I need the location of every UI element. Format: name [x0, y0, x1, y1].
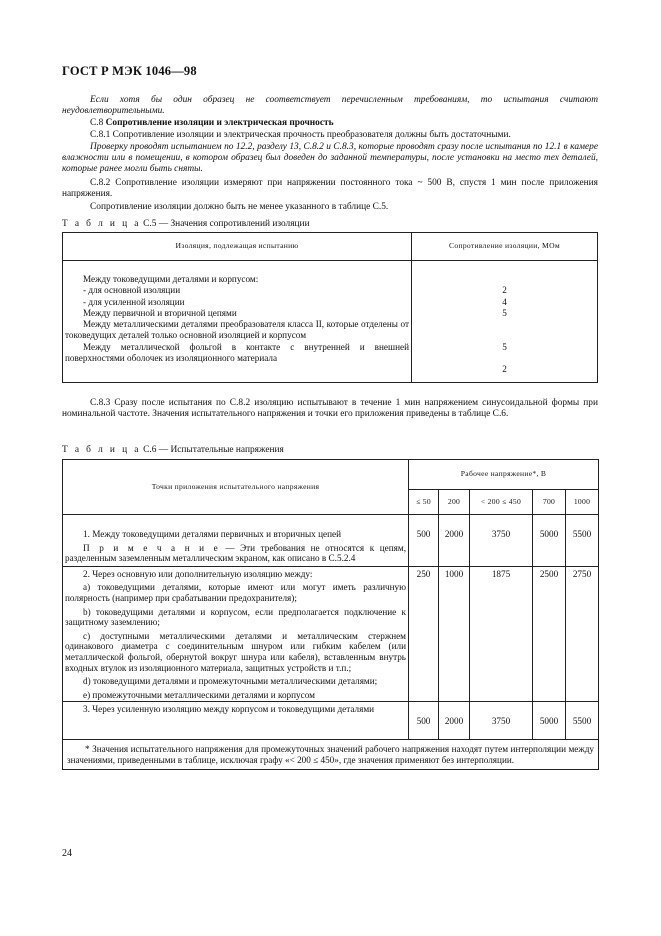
- table-cell: 5500: [566, 702, 599, 740]
- list-item: а) токоведущими деталями, которые имеют или могут иметь различную полярность (например при срабатывании предохранителя);: [65, 582, 406, 603]
- table-c6: [62, 459, 599, 770]
- table-c5-labels: [63, 261, 412, 383]
- table-cell: 500: [409, 515, 439, 567]
- table-c6-head-left: Точки приложения испытательного напряжения: [63, 460, 409, 515]
- note-label: П р и м е ч а н и е: [83, 542, 220, 553]
- table-cell: 2000: [439, 515, 470, 567]
- table-row: Между токоведущими деталями и корпусом:: [83, 274, 259, 284]
- table-row: - для основной изоляции: [83, 285, 181, 296]
- list-item: b) токоведущими деталями и корпусом, если предполагается подключение к защитному заземлению;: [65, 606, 406, 628]
- clause-c83: С.8.3 Сразу после испытания по С.8.2 изоляцию испытывают в течение 1 мин напряжением синусоидальной формы при номинальной частоте. Значения испытательного напряжения и точки его приложения приведены в таблице С.6.: [62, 398, 598, 420]
- table-c5-caption-text: С.5 — Значения сопротивлений изоляции: [143, 219, 310, 229]
- section-c8-title: Сопротивление изоляции и электрическая прочность: [105, 118, 334, 128]
- table-row: Между металлической фольгой в контакте с внутренней и внешней поверхностями оболочек из изоляционного материала: [65, 341, 409, 364]
- table-c5-caption: [62, 219, 310, 229]
- table-c6-col-5: 1000: [566, 490, 599, 515]
- intro-paragraph: Если хотя бы один образец не соответствует перечисленным требованиям, то испытания считают неудовлетворительными.: [62, 95, 598, 117]
- footnote-text: * Значения испытательного напряжения для промежуточных значений рабочего напряжения находят путем интерполяции между значениями, приведенными в таблице, исключая графу «< 200 ≤ 450», где значения применяют без интерполяции.: [67, 744, 595, 765]
- table-cell: 5: [502, 307, 507, 318]
- list-item: е) промежуточными металлическими деталями и корпусом: [83, 689, 315, 700]
- table-c5-values: [412, 261, 598, 383]
- table-cell: 2: [502, 285, 507, 296]
- table-cell: 5000: [533, 515, 566, 567]
- table-c6-caption-word: Т а б л и ц а: [62, 445, 141, 455]
- clause-c81-check: Проверку проводят испытанием по 12.2, разделу 13, С.8.2 и С.8.3, которые проводят сразу после испытания по 12.1 в камере влажности или в помещении, в котором образец был доведен до заданной температуры, после установки на место тех деталей, которые ранее могли быть сняты.: [62, 142, 598, 175]
- table-c5-head-right: Сопротивление изоляции, МОм: [412, 233, 598, 261]
- table-cell: 3750: [470, 515, 533, 567]
- table-c6-row1-note: [65, 543, 406, 564]
- table-cell: [414, 274, 595, 285]
- table-cell: 5: [502, 341, 507, 352]
- table-row: Между металлическими деталями преобразователя класса II, которые отделены от токоведущих деталей только основной изоляцией и корпусом: [65, 319, 409, 341]
- table-c6-col-3: < 200 ≤ 450: [470, 490, 533, 515]
- table-c6-head-group: Рабочее напряжение*, В: [409, 460, 599, 490]
- table-cell: 2500: [533, 566, 566, 702]
- table-cell: 2000: [439, 702, 470, 740]
- table-c6-row1-text: [63, 515, 409, 567]
- table-cell: 5500: [566, 515, 599, 567]
- table-c5-caption-word: Т а б л и ц а: [62, 219, 141, 229]
- section-c8-heading: [62, 118, 598, 129]
- table-cell: 3750: [470, 702, 533, 740]
- page-number: 24: [62, 848, 72, 859]
- table-c6-col-4: 700: [533, 490, 566, 515]
- table-row: - для усиленной изоляции: [83, 296, 185, 307]
- table-c6-row2-label: 2. Через основную или дополнительную изоляцию между:: [83, 568, 313, 579]
- table-cell: 4: [502, 296, 507, 307]
- section-c8-number: С.8: [90, 118, 104, 128]
- table-cell: 2: [502, 364, 507, 375]
- table-cell: 500: [409, 702, 439, 740]
- table-c6-row2-text: [63, 566, 409, 702]
- table-c6-caption: [62, 445, 284, 455]
- note-text: — Эти требования не относятся к цепям, разделенным заземленным металлическим экраном, как описано в С.5.2.4: [65, 542, 406, 564]
- table-c6-col-1: ≤ 50: [409, 490, 439, 515]
- table-c6-row3-label: 3. Через усиленную изоляцию между корпусом и токоведущими деталями: [83, 704, 375, 715]
- clause-c81: С.8.1 Сопротивление изоляции и электрическая прочность преобразователя должны быть достаточными.: [90, 130, 511, 140]
- list-item: d) токоведущими деталями и промежуточными металлическими деталями;: [83, 676, 378, 687]
- list-item: с) доступными металлическими деталями и металлическим стержнем одинакового диаметра с соединительным шнуром или гибким кабелем (или металлической фольгой, обернутой вокруг шнура или кабеля), вставленным внутрь входных втулок из изоляционного материала, защитных устройств и т.п.;: [65, 630, 406, 673]
- document-header: ГОСТ Р МЭК 1046—98: [62, 64, 197, 78]
- table-c6-row3-text: [63, 702, 409, 740]
- table-cell: 2750: [566, 566, 599, 702]
- table-c5: [62, 232, 598, 383]
- clause-c82: С.8.2 Сопротивление изоляции измеряют при напряжении постоянного тока ~ 500 В, спустя 1 мин после приложения напряжения.: [62, 178, 598, 200]
- table-row: Между первичной и вторичной цепями: [83, 307, 237, 318]
- table-c6-col-2: 200: [439, 490, 470, 515]
- table-cell: 1875: [470, 566, 533, 702]
- table-c5-head-left: Изоляция, подлежащая испытанию: [63, 233, 412, 261]
- clause-c82-requirement: Сопротивление изоляции должно быть не менее указанного в таблице С.5.: [90, 202, 389, 212]
- table-cell: 5000: [533, 702, 566, 740]
- table-c6-footnote: [63, 740, 599, 769]
- table-cell: 250: [409, 566, 439, 702]
- table-c6-row1-label: 1. Между токоведущими деталями первичных и вторичных цепей: [83, 529, 341, 539]
- table-cell: 1000: [439, 566, 470, 702]
- table-c6-caption-text: С.6 — Испытательные напряжения: [143, 445, 284, 455]
